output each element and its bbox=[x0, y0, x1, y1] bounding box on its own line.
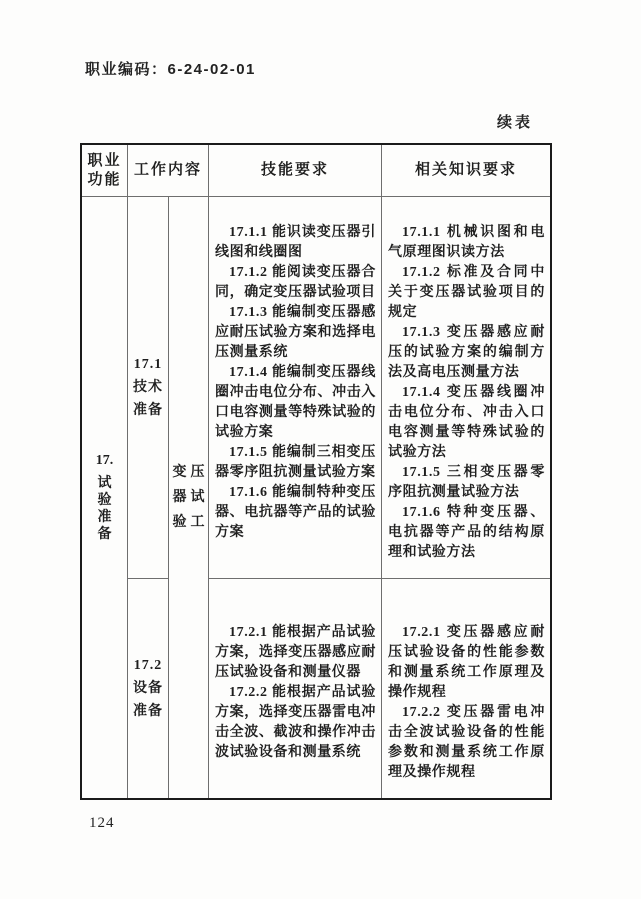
knowledge-item: 17.1.1 机械识图和电气原理图识读方法 bbox=[388, 225, 545, 260]
work-item-line2: 准备 bbox=[133, 403, 163, 418]
work-item-line2: 准备 bbox=[133, 704, 163, 719]
skill-item: 17.2.1 能根据产品试验方案，选择变压器感应耐压试验设备和测量仪器 bbox=[215, 625, 376, 680]
knowledge-item: 17.1.2 标准及合同中关于变压器试验项目的规定 bbox=[388, 265, 545, 320]
work-item-line1: 设备 bbox=[133, 681, 163, 696]
header-knowledge-requirements: 相关知识要求 bbox=[382, 145, 550, 197]
work-item-17-2-equipment-preparation bbox=[128, 579, 169, 798]
work-item-17-1-technical-preparation bbox=[128, 197, 169, 579]
worker-type-transformer-tester bbox=[169, 197, 209, 798]
knowledge-item: 17.2.2 变压器雷电冲击全波试验设备的性能参数和测量系统工作原理及操作规程 bbox=[388, 705, 545, 780]
knowledge-cell-17-1 bbox=[382, 197, 550, 579]
continued-table-label: 续表 bbox=[496, 115, 533, 131]
skill-item: 17.1.5 能编制三相变压器零序阻抗测量试验方案 bbox=[215, 445, 376, 480]
skills-cell-17-1 bbox=[209, 197, 382, 579]
function-char-1: 试 bbox=[97, 476, 112, 491]
header-work-content: 工作内容 bbox=[128, 145, 209, 197]
knowledge-item: 17.1.6 特种变压器、电抗器等产品的结构原理和试验方法 bbox=[388, 505, 545, 560]
page-number: 124 bbox=[89, 815, 115, 831]
knowledge-item: 17.1.5 三相变压器零序阻抗测量试验方法 bbox=[388, 465, 545, 500]
knowledge-item: 17.1.3 变压器感应耐压的试验方案的编制方法及高电压测量方法 bbox=[388, 325, 545, 380]
function-number: 17. bbox=[95, 453, 114, 468]
worker-type-line3: 验工 bbox=[172, 515, 209, 530]
work-item-number: 17.1 bbox=[133, 357, 163, 372]
skill-item: 17.1.1 能识读变压器引线图和线圈图 bbox=[215, 225, 376, 260]
function-char-3: 准 bbox=[97, 510, 112, 525]
skill-item: 17.2.2 能根据产品试验方案，选择变压器雷电冲击全波、截波和操作冲击波试验设备和测量系统 bbox=[215, 685, 376, 760]
header-occupational-function bbox=[82, 145, 128, 197]
worker-type-line1: 变压 bbox=[172, 465, 209, 480]
function-char-2: 验 bbox=[97, 493, 112, 508]
skill-item: 17.1.4 能编制变压器线圈冲击电位分布、冲击入口电容测量等特殊试验的试验方案 bbox=[215, 365, 376, 440]
knowledge-cell-17-2 bbox=[382, 579, 550, 798]
work-item-line1: 技术 bbox=[133, 380, 163, 395]
function-char-4: 备 bbox=[97, 527, 112, 542]
header-occupational-function-line1: 职业 bbox=[87, 152, 122, 169]
skill-item: 17.1.2 能阅读变压器合同，确定变压器试验项目 bbox=[215, 265, 376, 300]
worker-type-line2: 器试 bbox=[172, 490, 209, 505]
occupation-standard-table bbox=[80, 143, 552, 800]
work-item-number: 17.2 bbox=[133, 658, 163, 673]
header-skill-requirements: 技能要求 bbox=[209, 145, 382, 197]
skills-cell-17-2 bbox=[209, 579, 382, 798]
knowledge-item: 17.2.1 变压器感应耐压试验设备的性能参数和测量系统工作原理及操作规程 bbox=[388, 625, 545, 700]
skill-item: 17.1.3 能编制变压器感应耐压试验方案和选择电压测量系统 bbox=[215, 305, 376, 360]
header-occupational-function-line2: 功能 bbox=[87, 171, 122, 188]
knowledge-item: 17.1.4 变压器线圈冲击电位分布、冲击入口电容测量等特殊试验的试验方法 bbox=[388, 385, 545, 460]
function-cell-17-test-preparation bbox=[82, 197, 128, 798]
occupation-code: 职业编码：6-24-02-01 bbox=[85, 61, 256, 78]
skill-item: 17.1.6 能编制特种变压器、电抗器等产品的试验方案 bbox=[215, 485, 376, 540]
